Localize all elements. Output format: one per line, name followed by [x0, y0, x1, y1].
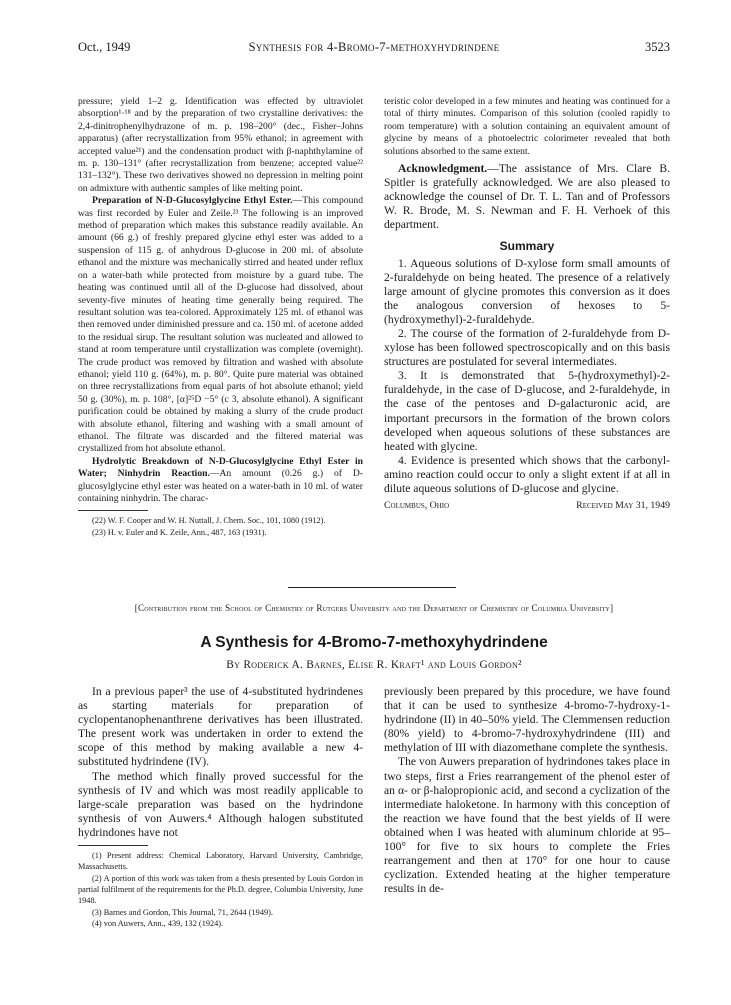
hydrolysis-paragraph — [78, 456, 363, 506]
summary-heading: Summary — [499, 238, 555, 253]
summary-item-4: 4. Evidence is presented which shows that the carbonyl-amino reaction could occur to only a slight extent if at all in dilute aqueous solutions of D-glucose and glycine. — [384, 453, 670, 495]
continuation-paragraph: teristic color developed in a few minutes and heating was continued for a total of thirty minutes. Comparison of this solution (cooled rapidly to room temperature) with a solution containing an equivalent amount of glycine by means of a photoelectric colorimeter revealed that both solutions absorbed to the same extent. — [384, 96, 670, 157]
summary-item-3: 3. It is demonstrated that 5-(hydroxymethyl)-2-furaldehyde, in the case of D-glucose, and 2-furaldehyde, in the case of the pentoses and D-galacturonic acid, are important precursors in the formation of the brown colors developed when aqueous solutions of these substances are heated with glycine. — [384, 369, 670, 453]
article-title: A Synthesis for 4-Bromo-7-methoxyhydrindene — [200, 634, 548, 651]
prep-text: —This compound was first recorded by Euler and Zeile.²³ The following is an improved method of preparation which makes this substance readily available. An amount (66 g.) of freshly prepared glycine ethyl ester was added to a suspension of 115 g. of anhydrous D-glucose in 200 ml. of absolute ethanol and the mixture was mechanically stirred and heated under reflux on a water-bath while protected from moisture by a guard tube. The heating was continued until all of the D-glucose had dissolved, about seventy-five minutes of heating time generally being required. The resultant solution was tea-colored. Approximately 125 ml. of ethanol was then removed under diminished pressure and ca. 150 ml. of acetone added to the residual sirup. The resultant solution was nucleated and allowed to stand at room temperature until crystallization was complete (overnight). The crude product was removed by filtration and washed with absolute ethanol; yield 110 g. (64%), m. p. 80°. Quite pure material was obtained on three recrystallizations from equal parts of hot absolute ethanol; yield 50 g. (30%), m. p. 108°, [α]²⁵D −5° (c 3, absolute ethanol). A significant purification could be obtained by making a slurry of the crude product with absolute ethanol, filtering and washing with a small amount of ethanol. The filtrate was discarded and the filtered material was crystallized from hot absolute ethanol. — [78, 195, 363, 455]
summary-item-1: 1. Aqueous solutions of D-xylose form small amounts of 2-furaldehyde on being heated. The presence of a relatively large amount of glycine promotes this conversion as it does the analogous conversion of hexoses to 5-(hydroxymethyl)-2-furaldehyde. — [384, 256, 670, 326]
acknowledgment-heading: Acknowledgment. — [398, 162, 488, 176]
article-paragraph-3: previously been prepared by this procedure, we have found that it can be used to synthesize 4-bromo-7-hydroxy-1-hydrindone (II) in 40–50% yield. The Clemmensen reduction (80% yield) to 4-bromo-7-hydroxyhydrindene (III) and methylation of III with diazomethane complete the synthesis. — [384, 685, 670, 755]
article-footnote-3: (3) Barnes and Gordon, This Journal, 71, 2644 (1949). — [92, 907, 273, 917]
contribution-line: [Contribution from the School of Chemistry of Rutgers University and the Department of Chemistry of Columbia University] — [134, 603, 614, 613]
acknowledgment-text: —The assistance of Mrs. Clare B. Spitler is gratefully acknowledged. We are also pleased to acknowledge the counsel of Dr. T. L. Tan and of Professors W. R. Brode, M. S. Newman and F. H. Verhoek of this department. — [384, 162, 670, 232]
article-left-column — [78, 685, 363, 929]
article-authors: By Roderick A. Barnes, Elise R. Kraft¹ and Louis Gordon² — [226, 659, 522, 671]
footnote-rule — [78, 510, 148, 511]
hydrolysis-heading: Hydrolytic Breakdown of N-D-Glucosylglycine Ethyl Ester in Water; Ninhydrin Reaction. — [78, 455, 363, 480]
prep-heading: Preparation of N-D-Glucosylglycine Ethyl Ester. — [92, 195, 293, 207]
signature-line — [384, 500, 670, 511]
article-paragraph-1: In a previous paper³ the use of 4-substituted hydrindenes as starting materials for preparation of cyclopentanophenanthrene derivatives has been illustrated. The present work was undertaken in order to extend the scope of this method by making available a new 4-substituted hydrindene (IV). — [78, 685, 363, 769]
article-divider — [288, 587, 456, 588]
header-date: Oct., 1949 — [78, 40, 131, 54]
location: Columbus, Ohio — [384, 500, 450, 512]
prep-paragraph — [78, 195, 363, 456]
received-date: Received May 31, 1949 — [576, 500, 670, 512]
upper-left-column — [78, 96, 363, 538]
article-footnote-4: (4) von Auwers, Ann., 439, 132 (1924). — [92, 918, 224, 928]
article-footnote-1: (1) Present address: Chemical Laboratory, Harvard University, Cambridge, Massachusetts. — [78, 851, 363, 872]
footnote-23: (23) H. v. Euler and K. Zeile, Ann., 487, 163 (1931). — [92, 527, 267, 537]
summary-item-2: 2. The course of the formation of 2-furaldehyde from D-xylose has been followed spectroscopically and on this basis structures are postulated for several intermediates. — [384, 326, 670, 369]
article-right-column — [384, 685, 670, 896]
article-footnote-rule — [78, 845, 148, 846]
article-footnote-2: (2) A portion of this work was taken from a thesis presented by Louis Gordon in partial fulfilment of the requirements for the Ph.D. degree, Columbia University, June 1948. — [78, 873, 363, 906]
running-header — [78, 40, 670, 56]
footnote-22: (22) W. F. Cooper and W. H. Nuttall, J. Chem. Soc., 101, 1080 (1912). — [92, 516, 326, 526]
article-paragraph-4: The von Auwers preparation of hydrindones takes place in two steps, first a Fries rearrangement of the phenol ester of an α- or β-halopropionic acid, and second a cyclization of the intermediate haloketone. In harmony with this conception of the reaction we have found that the best yields of II were obtained when I was heated with aluminum chloride at 95–100° for five to six hours to complete the Fries rearrangement and then at 170° for one hour to cause cyclization. Extended heating at the higher temperature results in de- — [384, 755, 670, 896]
article-paragraph-2: The method which finally proved successful for the synthesis of IV and which was most readily applicable to large-scale preparation was based on the hydrindone synthesis of von Auwers.⁴ Although halogen substituted hydrindones have not — [78, 769, 363, 839]
acknowledgment-paragraph — [384, 162, 670, 232]
header-page-number: 3523 — [645, 40, 670, 54]
upper-right-column — [384, 96, 670, 511]
hydrolysis-text: —An amount (0.26 g.) of D-glucosylglycine ethyl ester was heated on a water-bath in 10 ml. of water containing ninhydrin. The charac- — [78, 468, 363, 504]
experimental-paragraph: pressure; yield 1–2 g. Identification was effected by ultraviolet absorption¹·¹⁸ and by the preparation of two crystalline derivatives: the 2,4-dinitrophenylhydrazone of m. p. 198–200° (dec., Fisher–Johns apparatus) (after recrystallization from 95% ethanol; in agreement with accepted value²¹) and the condensation product with β-naphthylamine of m. p. 130–131° (after recrystallization from benzene; accepted value²² 131–132°). These two derivatives showed no depression in melting point on admixture with authentic samples of like melting point. — [78, 96, 363, 194]
header-running-title: Synthesis for 4-Bromo-7-methoxyhydrindene — [248, 40, 500, 54]
